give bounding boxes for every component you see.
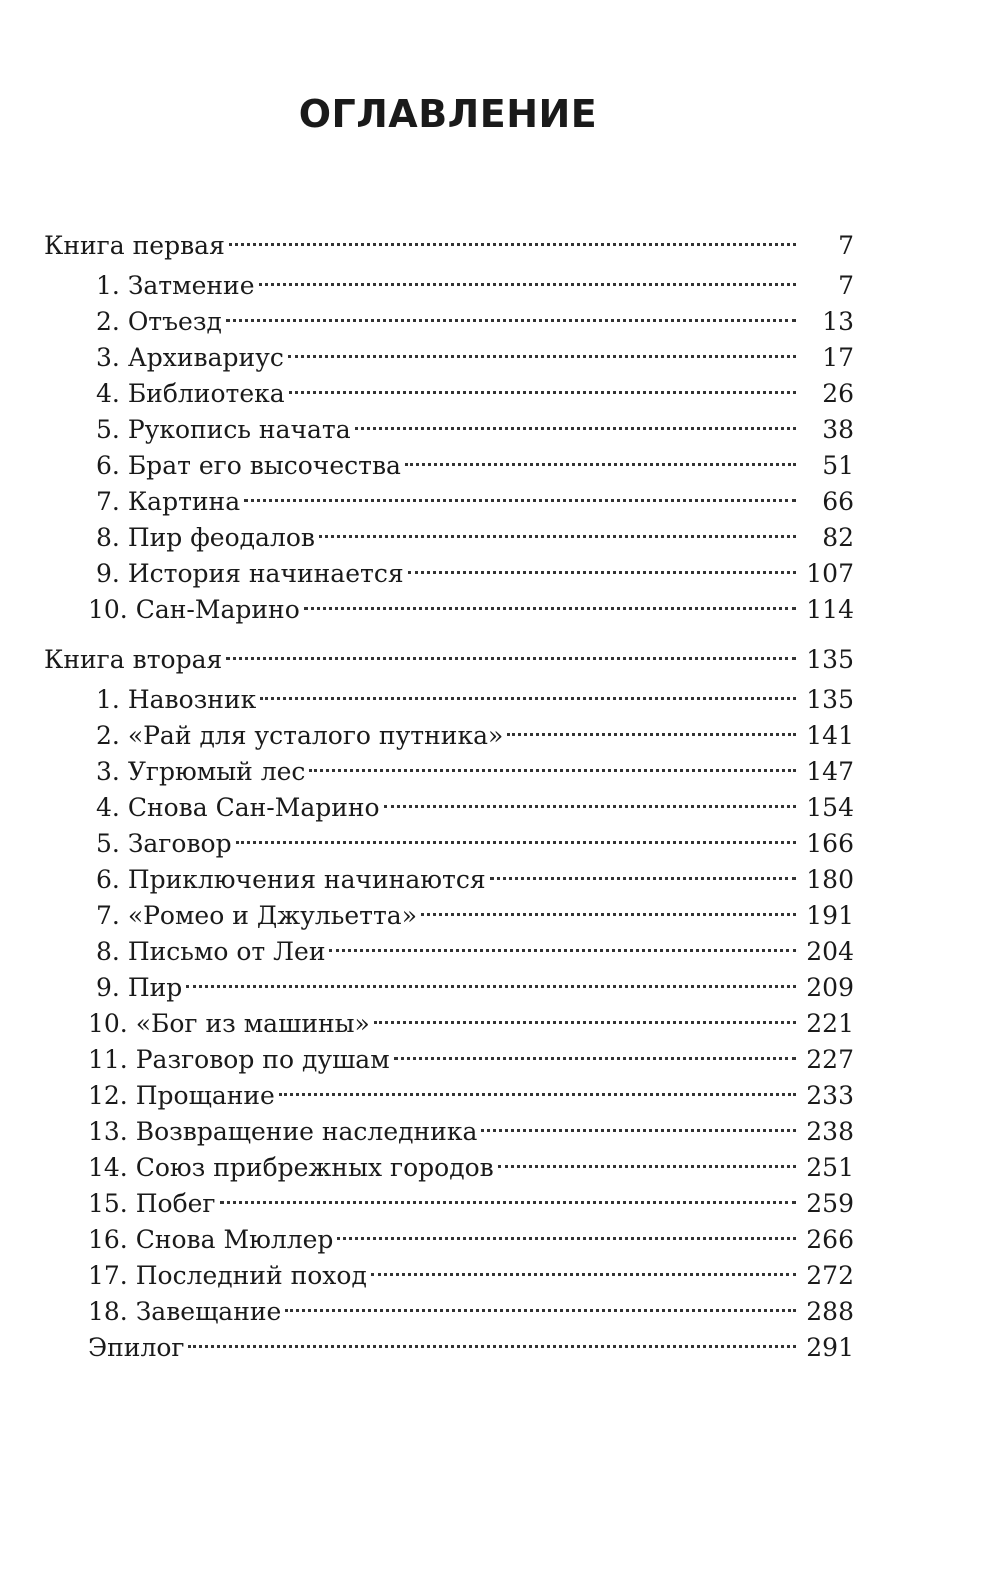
chapter-page: 233 [806, 1081, 854, 1110]
chapter-title [88, 1222, 333, 1258]
chapter-page: 259 [806, 1189, 854, 1218]
chapter-title [88, 592, 300, 628]
chapter-page: 266 [806, 1225, 854, 1254]
book-1-page: 7 [838, 231, 854, 260]
chapter-page: 288 [806, 1297, 854, 1326]
dot-leader [384, 780, 796, 816]
chapter-page: 154 [806, 793, 854, 822]
chapter-title-text: «Ромео и Джульетта» [127, 901, 418, 930]
chapter-number: 9. [96, 559, 120, 588]
dot-leader [220, 1176, 796, 1212]
chapter-page: 191 [806, 901, 854, 930]
chapter-title-text: История начинается [127, 559, 404, 588]
dot-leader [229, 218, 796, 254]
chapter-page: 114 [806, 595, 854, 624]
chapter-title-text: Пир феодалов [127, 523, 315, 552]
chapter-page: 82 [822, 523, 854, 552]
chapter-number: 7. [96, 487, 120, 516]
dot-leader [226, 294, 796, 330]
chapter-title-text: Последний поход [135, 1261, 367, 1290]
chapter-title [88, 1186, 216, 1222]
chapter-page: 209 [806, 973, 854, 1002]
page-title: ОГЛАВЛЕНИЕ [298, 92, 598, 136]
dot-leader [507, 708, 796, 744]
chapter-title-text: Заговор [127, 829, 232, 858]
chapter-page: 51 [822, 451, 854, 480]
chapter-title-text: «Рай для усталого путника» [127, 721, 504, 750]
chapter-page: 221 [806, 1009, 854, 1038]
dot-leader [186, 960, 796, 996]
chapter-title-text: Картина [127, 487, 241, 516]
dot-leader [309, 744, 796, 780]
chapter-title-text: Побег [135, 1189, 216, 1218]
chapter-title-text: Пир [127, 973, 183, 1002]
dot-leader [405, 438, 796, 474]
chapter-number: 5. [96, 829, 120, 858]
dot-leader [481, 1104, 796, 1140]
chapter-title-text: Союз прибрежных городов [135, 1153, 494, 1182]
chapter-title-text: Рукопись начата [127, 415, 351, 444]
chapter-title-text: Брат его высочества [127, 451, 401, 480]
book-1-label: Книга первая [44, 231, 225, 260]
chapter-title-text: Письмо от Леи [127, 937, 326, 966]
chapter-number: 3. [96, 343, 120, 372]
chapter-title [96, 412, 351, 448]
chapter-title [96, 340, 284, 376]
chapter-number: 7. [96, 901, 120, 930]
chapter-page: 272 [806, 1261, 854, 1290]
book-1-section [44, 218, 854, 624]
chapter-title-text: Угрюмый лес [127, 757, 306, 786]
chapter-number: 8. [96, 523, 120, 552]
chapter-page: 166 [806, 829, 854, 858]
chapter-number: 18. [88, 1297, 128, 1326]
chapter-number: 1. [96, 271, 120, 300]
chapter-number: 14. [88, 1153, 128, 1182]
chapter-title-text: Навозник [127, 685, 257, 714]
chapter-page: 26 [822, 379, 854, 408]
chapter-title [96, 826, 232, 862]
chapter-page: 13 [822, 307, 854, 336]
toc-book-2[interactable] [44, 632, 854, 672]
chapter-title-text: Завещание [135, 1297, 282, 1326]
chapter-title-text: Архивариус [127, 343, 284, 372]
chapter-page: 180 [806, 865, 854, 894]
epilogue-page: 291 [806, 1333, 854, 1362]
chapter-title [88, 1078, 275, 1114]
chapter-title [96, 970, 182, 1006]
toc-book-1[interactable] [44, 218, 854, 258]
chapter-page: 17 [822, 343, 854, 372]
dot-leader [355, 402, 796, 438]
dot-leader [260, 672, 796, 708]
chapter-number: 3. [96, 757, 120, 786]
dot-leader [490, 852, 796, 888]
chapter-title-text: Затмение [127, 271, 255, 300]
chapter-number: 12. [88, 1081, 128, 1110]
dot-leader [371, 1248, 796, 1284]
chapter-page: 7 [838, 271, 854, 300]
dot-leader [285, 1284, 796, 1320]
dot-leader [226, 632, 796, 668]
chapter-title-text: Разговор по душам [135, 1045, 390, 1074]
chapter-title [96, 304, 222, 340]
chapter-number: 2. [96, 307, 120, 336]
chapter-number: 2. [96, 721, 120, 750]
chapter-title-text: Приключения начинаются [127, 865, 486, 894]
chapter-page: 107 [806, 559, 854, 588]
chapter-number: 6. [96, 865, 120, 894]
dot-leader [244, 474, 796, 510]
dot-leader [498, 1140, 796, 1176]
chapter-page: 251 [806, 1153, 854, 1182]
dot-leader [188, 1320, 796, 1356]
chapter-title-text: Сан-Марино [135, 595, 300, 624]
chapter-number: 10. [88, 1009, 128, 1038]
dot-leader [408, 546, 796, 582]
chapter-page: 135 [806, 685, 854, 714]
chapter-number: 5. [96, 415, 120, 444]
chapter-title-text: Отъезд [127, 307, 222, 336]
chapter-title-text: «Бог из машины» [135, 1009, 370, 1038]
book-1-chapter-list [44, 258, 854, 624]
epilogue-label: Эпилог [88, 1333, 185, 1362]
chapter-number: 4. [96, 379, 120, 408]
chapter-number: 11. [88, 1045, 128, 1074]
book-2-chapter-list [44, 672, 854, 1326]
dot-leader [394, 1032, 796, 1068]
chapter-title-text: Снова Мюллер [135, 1225, 334, 1254]
dot-leader [319, 510, 796, 546]
book-2-section [44, 632, 854, 1362]
dot-leader [289, 366, 796, 402]
dot-leader [304, 582, 796, 618]
chapter-number: 16. [88, 1225, 128, 1254]
chapter-title [96, 682, 256, 718]
chapter-title-text: Снова Сан-Марино [127, 793, 380, 822]
chapter-title-text: Возвращение наследника [135, 1117, 478, 1146]
dot-leader [421, 888, 796, 924]
chapter-page: 38 [822, 415, 854, 444]
dot-leader [329, 924, 796, 960]
book-2-page: 135 [806, 645, 854, 674]
chapter-title [88, 1114, 477, 1150]
chapter-title [88, 1006, 370, 1042]
book-2-label: Книга вторая [44, 645, 223, 674]
dot-leader [259, 258, 797, 294]
chapter-page: 147 [806, 757, 854, 786]
chapter-title [96, 754, 305, 790]
dot-leader [279, 1068, 796, 1104]
chapter-page: 204 [806, 937, 854, 966]
chapter-page: 227 [806, 1045, 854, 1074]
chapter-number: 13. [88, 1117, 128, 1146]
dot-leader [337, 1212, 796, 1248]
dot-leader [288, 330, 796, 366]
chapter-title [96, 376, 285, 412]
chapter-title [96, 520, 315, 556]
dot-leader [374, 996, 796, 1032]
chapter-title-text: Прощание [135, 1081, 275, 1110]
chapter-number: 10. [88, 595, 128, 624]
chapter-number: 8. [96, 937, 120, 966]
chapter-number: 1. [96, 685, 120, 714]
chapter-page: 66 [822, 487, 854, 516]
chapter-number: 15. [88, 1189, 128, 1218]
chapter-number: 6. [96, 451, 120, 480]
chapter-page: 238 [806, 1117, 854, 1146]
table-of-contents [44, 218, 854, 1362]
chapter-title [96, 484, 240, 520]
chapter-number: 4. [96, 793, 120, 822]
chapter-title-text: Библиотека [127, 379, 285, 408]
chapter-number: 17. [88, 1261, 128, 1290]
dot-leader [236, 816, 796, 852]
chapter-page: 141 [806, 721, 854, 750]
chapter-number: 9. [96, 973, 120, 1002]
